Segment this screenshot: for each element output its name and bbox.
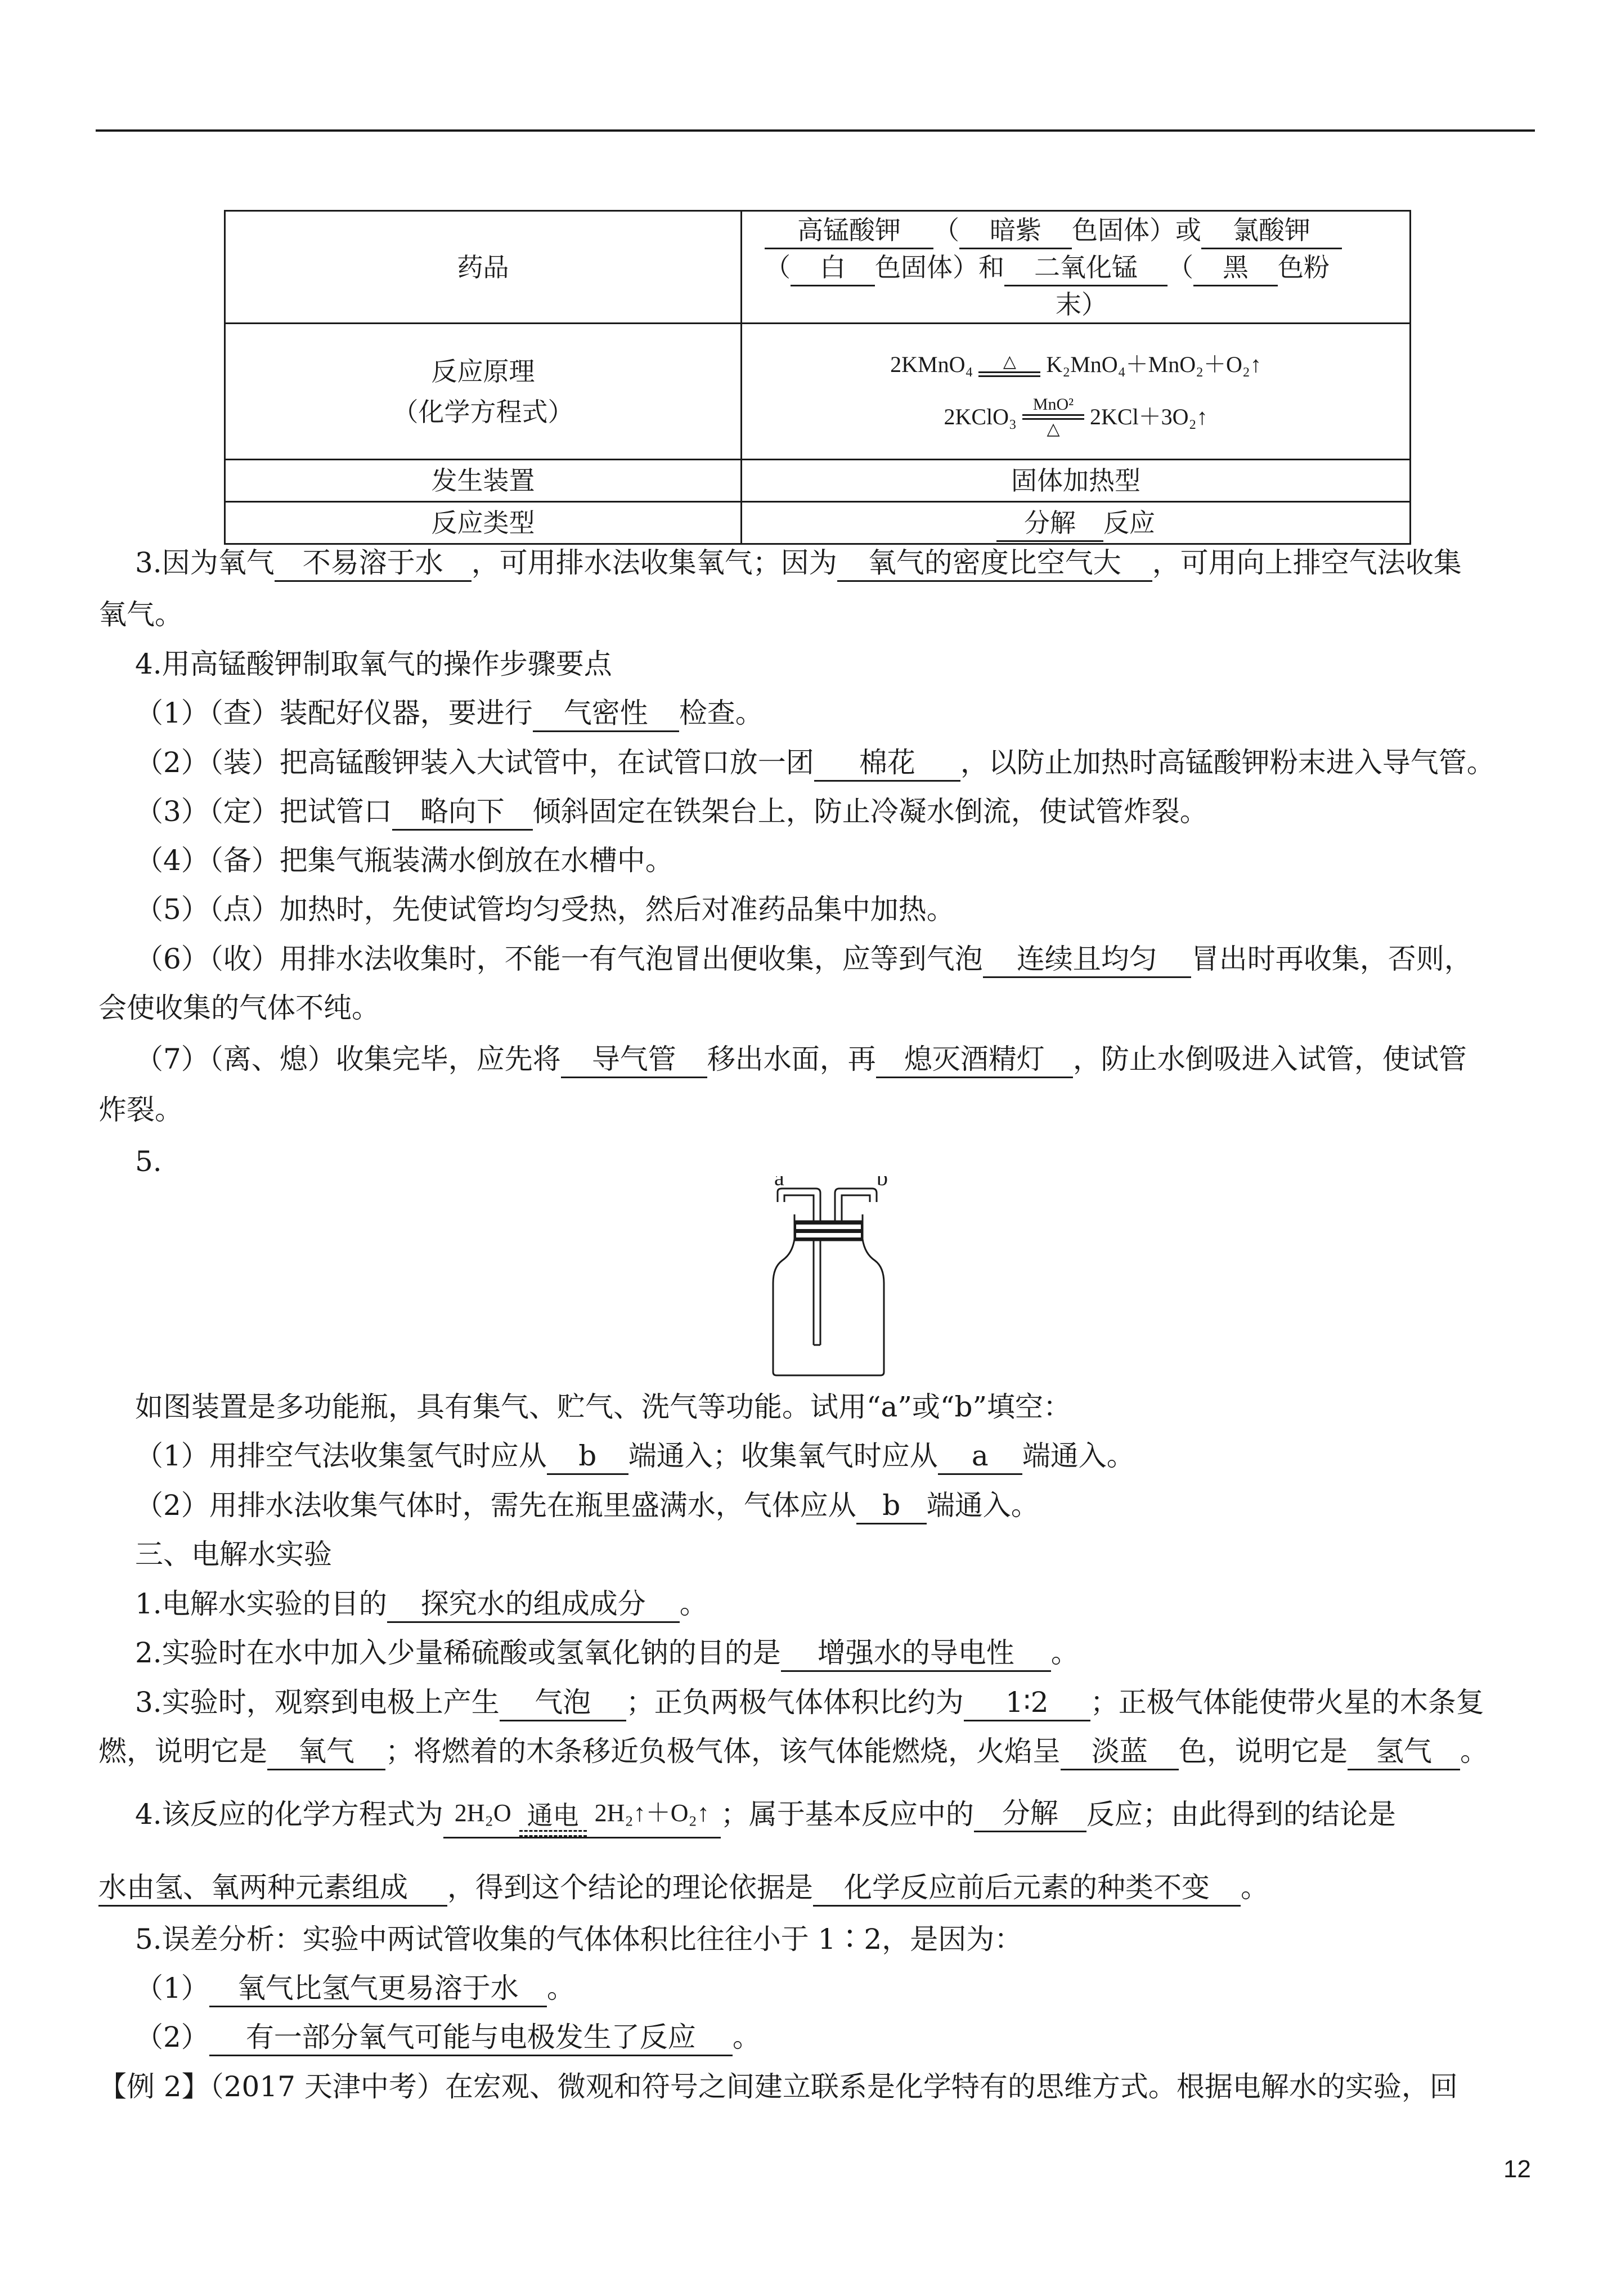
blank-answer: 1∶2 xyxy=(964,1685,1090,1721)
eq-left: 2H₂O xyxy=(454,1799,511,1827)
text: 2.实验时在水中加入少量稀硫酸或氢氧化钠的目的是 xyxy=(135,1636,781,1669)
list-item: （4）（备）把集气瓶装满水倒放在水槽中。 xyxy=(135,844,673,877)
blank-answer: 暗紫 xyxy=(959,213,1072,249)
eq-right: K₂MnO₄＋MnO₂＋O₂↑ xyxy=(1046,351,1261,377)
blank-answer: a xyxy=(938,1438,1022,1475)
eq-right: 2KCl＋3O₂↑ xyxy=(1090,403,1208,429)
blank-answer: 白 xyxy=(791,250,875,286)
blank-answer: 氯酸钾 xyxy=(1201,213,1342,249)
text: 端通入。 xyxy=(1022,1440,1135,1472)
eq-left: 2KMnO₄ xyxy=(890,351,973,377)
list-item xyxy=(135,935,1472,983)
text: ；属于基本反应中的 xyxy=(720,1797,974,1831)
text: 色粉 xyxy=(1278,252,1330,282)
eq-left: 2KClO₃ xyxy=(944,403,1017,429)
blank-answer: 熄灭酒精灯 xyxy=(876,1042,1073,1078)
text: ，可用向上排空气法收集 xyxy=(1152,546,1462,579)
paragraph xyxy=(135,1790,1396,1838)
table-cell-equations xyxy=(742,324,1411,460)
table-cell-head xyxy=(225,324,742,460)
text: （1） xyxy=(135,1972,209,2004)
list-item xyxy=(135,1035,1467,1083)
text: 端通入。 xyxy=(926,1489,1039,1522)
blank-answer: 增强水的导电性 xyxy=(781,1635,1051,1672)
table-row xyxy=(225,324,1411,460)
section-title: 三、电解水实验 xyxy=(135,1538,332,1571)
paragraph xyxy=(135,1629,1079,1676)
table-row xyxy=(225,502,1411,544)
text: 反应；由此得到的结论是 xyxy=(1086,1797,1396,1831)
paragraph-cont xyxy=(98,1728,1488,1775)
list-item xyxy=(135,1432,1135,1479)
text: 。 xyxy=(1241,1871,1269,1904)
paragraph: 5.误差分析：实验中两试管收集的气体体积比往往小于 1∶2，是因为： xyxy=(135,1923,1023,1956)
blank-answer: 黑 xyxy=(1193,250,1278,286)
text: ，可用排水法收集氧气；因为 xyxy=(471,546,837,579)
list-item xyxy=(135,2014,761,2061)
section-number: 5. xyxy=(135,1145,162,1178)
blank-answer: 气密性 xyxy=(533,696,679,732)
heat-symbol: △ xyxy=(1047,419,1060,438)
text: 燃，说明它是 xyxy=(98,1735,267,1768)
section-title: 4.用高锰酸钾制取氧气的操作步骤要点 xyxy=(135,648,612,680)
text: （2）用排水法收集气体时，需先在瓶里盛满水，气体应从 xyxy=(135,1489,856,1522)
list-item xyxy=(135,788,1208,835)
port-label-b: b xyxy=(877,1176,888,1190)
heat-symbol: △ xyxy=(1003,352,1016,371)
table-row xyxy=(225,460,1411,502)
blank-answer: 氧气 xyxy=(267,1734,385,1770)
blank-answer: 棉花 xyxy=(814,745,960,782)
text: 倾斜固定在铁架台上，防止冷凝水倒流，使试管炸裂。 xyxy=(532,795,1208,828)
blank-answer: b xyxy=(856,1488,927,1524)
text: 。 xyxy=(679,1588,708,1620)
blank-answer: 探究水的组成成分 xyxy=(387,1586,680,1623)
text: （1）用排空气法收集氢气时应从 xyxy=(135,1440,547,1472)
text: 3.实验时，观察到电极上产生 xyxy=(135,1686,500,1719)
text: 移出水面，再 xyxy=(707,1043,876,1075)
text: 反应 xyxy=(1103,508,1155,538)
table-cell-reagents xyxy=(742,211,1411,324)
table-cell-head: 反应类型 xyxy=(225,502,742,544)
blank-answer: 气泡 xyxy=(500,1685,626,1721)
blank-answer: 水由氢、氧两种元素组成 xyxy=(98,1870,447,1907)
paragraph-cont xyxy=(98,1864,1269,1911)
text: 。 xyxy=(546,1972,575,2004)
reagent-table xyxy=(224,210,1411,545)
text: （6）（收）用排水法收集时，不能一有气泡冒出便收集，应等到气泡 xyxy=(135,943,983,975)
blank-answer: 不易溶于水 xyxy=(275,545,472,582)
text: （2） xyxy=(135,2021,209,2053)
text: 4.该反应的化学方程式为 xyxy=(135,1797,443,1831)
text: （3）（定）把试管口 xyxy=(135,795,392,828)
list-item: （5）（点）加热时，先使试管均匀受热，然后对准药品集中加热。 xyxy=(135,893,955,926)
header-rule xyxy=(96,129,1535,132)
text: 。 xyxy=(732,2021,761,2053)
table-cell-head: 发生装置 xyxy=(225,460,742,502)
blank-answer: 导气管 xyxy=(561,1042,707,1078)
text: （化学方程式） xyxy=(392,396,574,427)
blank-answer: 氢气 xyxy=(1348,1734,1460,1770)
list-item xyxy=(135,739,1495,786)
text: 色，说明它是 xyxy=(1179,1735,1348,1768)
text: （ xyxy=(1168,252,1193,282)
text: 冒出时再收集，否则， xyxy=(1191,943,1472,975)
text: 。 xyxy=(1460,1735,1488,1768)
blank-answer: 氧气比氢气更易溶于水 xyxy=(209,1971,547,2007)
blank-answer: 氧气的密度比空气大 xyxy=(837,545,1152,582)
text: ，防止水倒吸进入试管，使试管 xyxy=(1072,1043,1467,1075)
table-cell: 固体加热型 xyxy=(742,460,1411,502)
text: 。 xyxy=(1050,1636,1079,1669)
gas-bottle-figure xyxy=(765,1176,900,1381)
blank-answer: 分解 xyxy=(996,505,1103,542)
text: （1）（查）装配好仪器，要进行 xyxy=(135,697,533,729)
blank-answer: 分解 xyxy=(974,1796,1086,1832)
catalyst: MnO² xyxy=(1032,394,1074,414)
list-item xyxy=(135,1482,1039,1529)
blank-answer: 略向下 xyxy=(392,794,533,831)
equation-2 xyxy=(753,395,1398,439)
text: 3.因为氧气 xyxy=(135,546,275,579)
text: ；正负两极气体体积比约为 xyxy=(626,1686,964,1719)
table-row xyxy=(225,211,1411,324)
text: ；将燃着的木条移近负极气体，该气体能燃烧，火焰呈 xyxy=(385,1735,1061,1768)
text: 检查。 xyxy=(679,697,764,729)
text: ；正极气体能使带火星的木条复 xyxy=(1090,1686,1484,1719)
page-number: 12 xyxy=(1503,2155,1531,2183)
text: 色固体）和 xyxy=(875,252,1004,282)
text: 反应原理 xyxy=(431,356,535,387)
text: （7）（离、熄）收集完毕，应先将 xyxy=(135,1043,561,1075)
text: （ xyxy=(933,214,959,245)
blank-answer: 高锰酸钾 xyxy=(765,213,933,249)
text: （2）（装）把高锰酸钾装入大试管中，在试管口放一团 xyxy=(135,746,814,779)
reaction-condition xyxy=(978,352,1040,377)
blank-answer: 有一部分氧气可能与电极发生了反应 xyxy=(209,2020,733,2056)
port-label-a: a xyxy=(774,1176,784,1190)
list-item-cont: 炸裂。 xyxy=(98,1093,183,1126)
text: ，得到这个结论的理论依据是 xyxy=(447,1871,813,1904)
list-item-cont: 会使收集的气体不纯。 xyxy=(98,992,380,1024)
paragraph xyxy=(135,1580,708,1627)
table-cell-head: 药品 xyxy=(225,211,742,324)
condition-text: 通电 xyxy=(527,1801,579,1830)
text: 末） xyxy=(1056,289,1107,320)
blank-answer: 连续且均匀 xyxy=(983,941,1191,978)
equation-electrolysis xyxy=(443,1790,721,1838)
list-item xyxy=(135,689,764,737)
example-text: 【例 2】（2017 天津中考）在宏观、微观和符号之间建立联系是化学特有的思维方式。根据电解水的实验，回 xyxy=(98,2070,1458,2103)
text: 端通入；收集氧气时应从 xyxy=(628,1440,938,1472)
text: ，以防止加热时高锰酸钾粉末进入导气管。 xyxy=(960,746,1495,779)
multifunction-bottle-icon xyxy=(765,1176,900,1379)
table-cell xyxy=(742,502,1411,544)
text: 1.电解水实验的目的 xyxy=(135,1588,387,1620)
blank-answer: 二氧化锰 xyxy=(1004,250,1168,286)
paragraph xyxy=(135,1679,1484,1726)
text: 色固体）或 xyxy=(1072,214,1201,245)
list-item xyxy=(135,1965,575,2012)
eq-right: 2H₂↑＋O₂↑ xyxy=(594,1799,710,1827)
paragraph xyxy=(135,539,1462,586)
text: （ xyxy=(765,252,791,282)
blank-answer: 化学反应前后元素的种类不变 xyxy=(813,1870,1241,1907)
reaction-condition xyxy=(519,1802,587,1837)
paragraph-cont: 氧气。 xyxy=(98,598,183,631)
paragraph: 如图装置是多功能瓶，具有集气、贮气、洗气等功能。试用“a”或“b”填空： xyxy=(135,1391,1072,1423)
reaction-condition xyxy=(1022,395,1084,439)
equation-1 xyxy=(753,344,1398,385)
blank-answer: b xyxy=(547,1438,628,1475)
blank-answer: 淡蓝 xyxy=(1061,1734,1179,1770)
